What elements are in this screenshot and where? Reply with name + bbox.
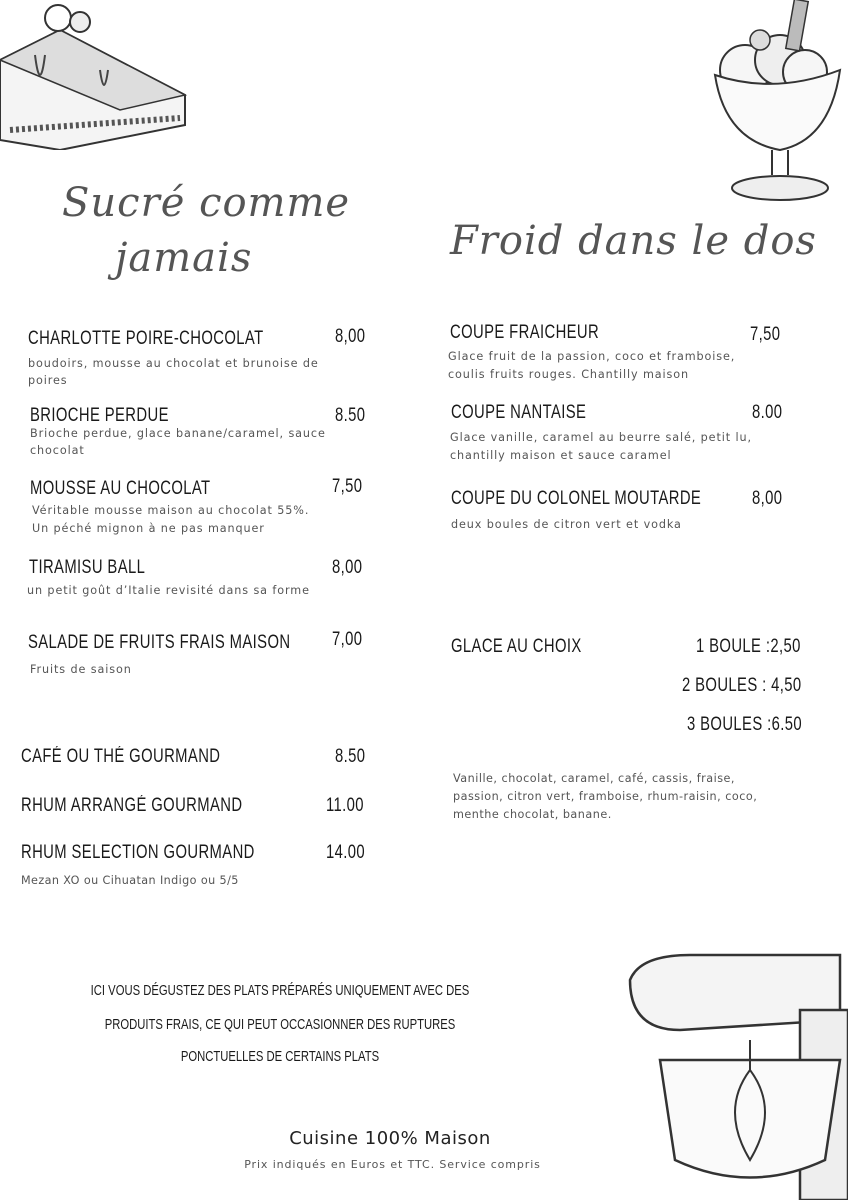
item-price: 8.50: [335, 746, 366, 767]
item-name: COUPE FRAICHEUR: [450, 322, 600, 343]
item-name: BRIOCHE PERDUE: [30, 405, 169, 426]
item-name: COUPE DU COLONEL MOUTARDE: [451, 488, 702, 509]
item-description: boudoirs, mousse au chocolat et brunoise de: [28, 357, 319, 370]
item-price: 14.00: [326, 842, 366, 863]
sundae-illustration: [700, 0, 848, 205]
item-description: chocolat: [30, 444, 85, 457]
item-description: Un péché mignon à ne pas manquer: [32, 522, 265, 535]
cake-illustration: [0, 0, 200, 150]
item-description: poires: [28, 374, 68, 387]
item-name: MOUSSE AU CHOCOLAT: [30, 478, 211, 499]
item-description: Brioche perdue, glace banane/caramel, sauce: [30, 427, 326, 440]
left-section-title-line1: Sucré comme: [62, 180, 351, 226]
glace-flavours: Vanille, chocolat, caramel, café, cassis, fraise,: [453, 772, 735, 785]
item-name: GLACE AU CHOIX: [451, 636, 582, 657]
item-price: 7,50: [332, 476, 363, 497]
item-price: 8,00: [752, 488, 783, 509]
glace-option: 2 BOULES : 4,50: [682, 675, 802, 696]
item-price: 11.00: [326, 795, 364, 816]
item-description: deux boules de citron vert et vodka: [451, 518, 682, 531]
item-price: 7,50: [750, 324, 781, 345]
footer-subtitle: Prix indiqués en Euros et TTC. Service compris: [244, 1158, 541, 1171]
item-price: 8.00: [752, 402, 783, 423]
item-description: Véritable mousse maison au chocolat 55%.: [32, 504, 310, 517]
item-description: Glace vanille, caramel au beurre salé, petit lu,: [450, 431, 752, 444]
menu-item: [28, 328, 330, 350]
item-name: COUPE NANTAISE: [451, 402, 587, 423]
glace-flavours: menthe chocolat, banane.: [453, 808, 612, 821]
item-description: Mezan XO ou Cihuatan Indigo ou 5/5: [21, 874, 239, 887]
item-description: un petit goût d’Italie revisité dans sa forme: [27, 584, 310, 597]
item-name: TIRAMISU BALL: [29, 557, 146, 578]
item-name: CHARLOTTE POIRE-CHOCOLAT: [28, 328, 264, 349]
item-price: 7,00: [332, 629, 363, 650]
item-name: SALADE DE FRUITS FRAIS MAISON: [28, 632, 291, 653]
item-name: RHUM ARRANGÉ GOURMAND: [21, 795, 243, 816]
item-name: RHUM SELECTION GOURMAND: [21, 842, 255, 863]
footer-title: Cuisine 100% Maison: [289, 1128, 491, 1149]
item-description: Fruits de saison: [30, 663, 132, 676]
right-section-title: Froid dans le dos: [450, 218, 817, 264]
glace-option: 1 BOULE :2,50: [696, 636, 801, 657]
glace-option: 3 BOULES :6.50: [687, 714, 803, 735]
item-description: Glace fruit de la passion, coco et framboise,: [448, 350, 736, 363]
item-description: coulis fruits rouges. Chantilly maison: [448, 368, 689, 381]
item-description: chantilly maison et sauce caramel: [450, 449, 672, 462]
item-price: 8.50: [335, 405, 366, 426]
notice-line: PRODUITS FRAIS, CE QUI PEUT OCCASIONNER DES RUPTURES: [104, 1016, 456, 1033]
glace-flavours: passion, citron vert, framboise, rhum-raisin, coco,: [453, 790, 758, 803]
item-price: 8,00: [335, 326, 366, 347]
notice-line: PONCTUELLES DE CERTAINS PLATS: [180, 1048, 380, 1065]
item-price: 8,00: [332, 557, 363, 578]
left-section-title-line2: jamais: [115, 235, 253, 281]
item-name: CAFÉ OU THÉ GOURMAND: [21, 746, 221, 767]
notice-line: ICI VOUS DÉGUSTEZ DES PLATS PRÉPARÉS UNIQUEMENT AVEC DES: [90, 982, 470, 999]
